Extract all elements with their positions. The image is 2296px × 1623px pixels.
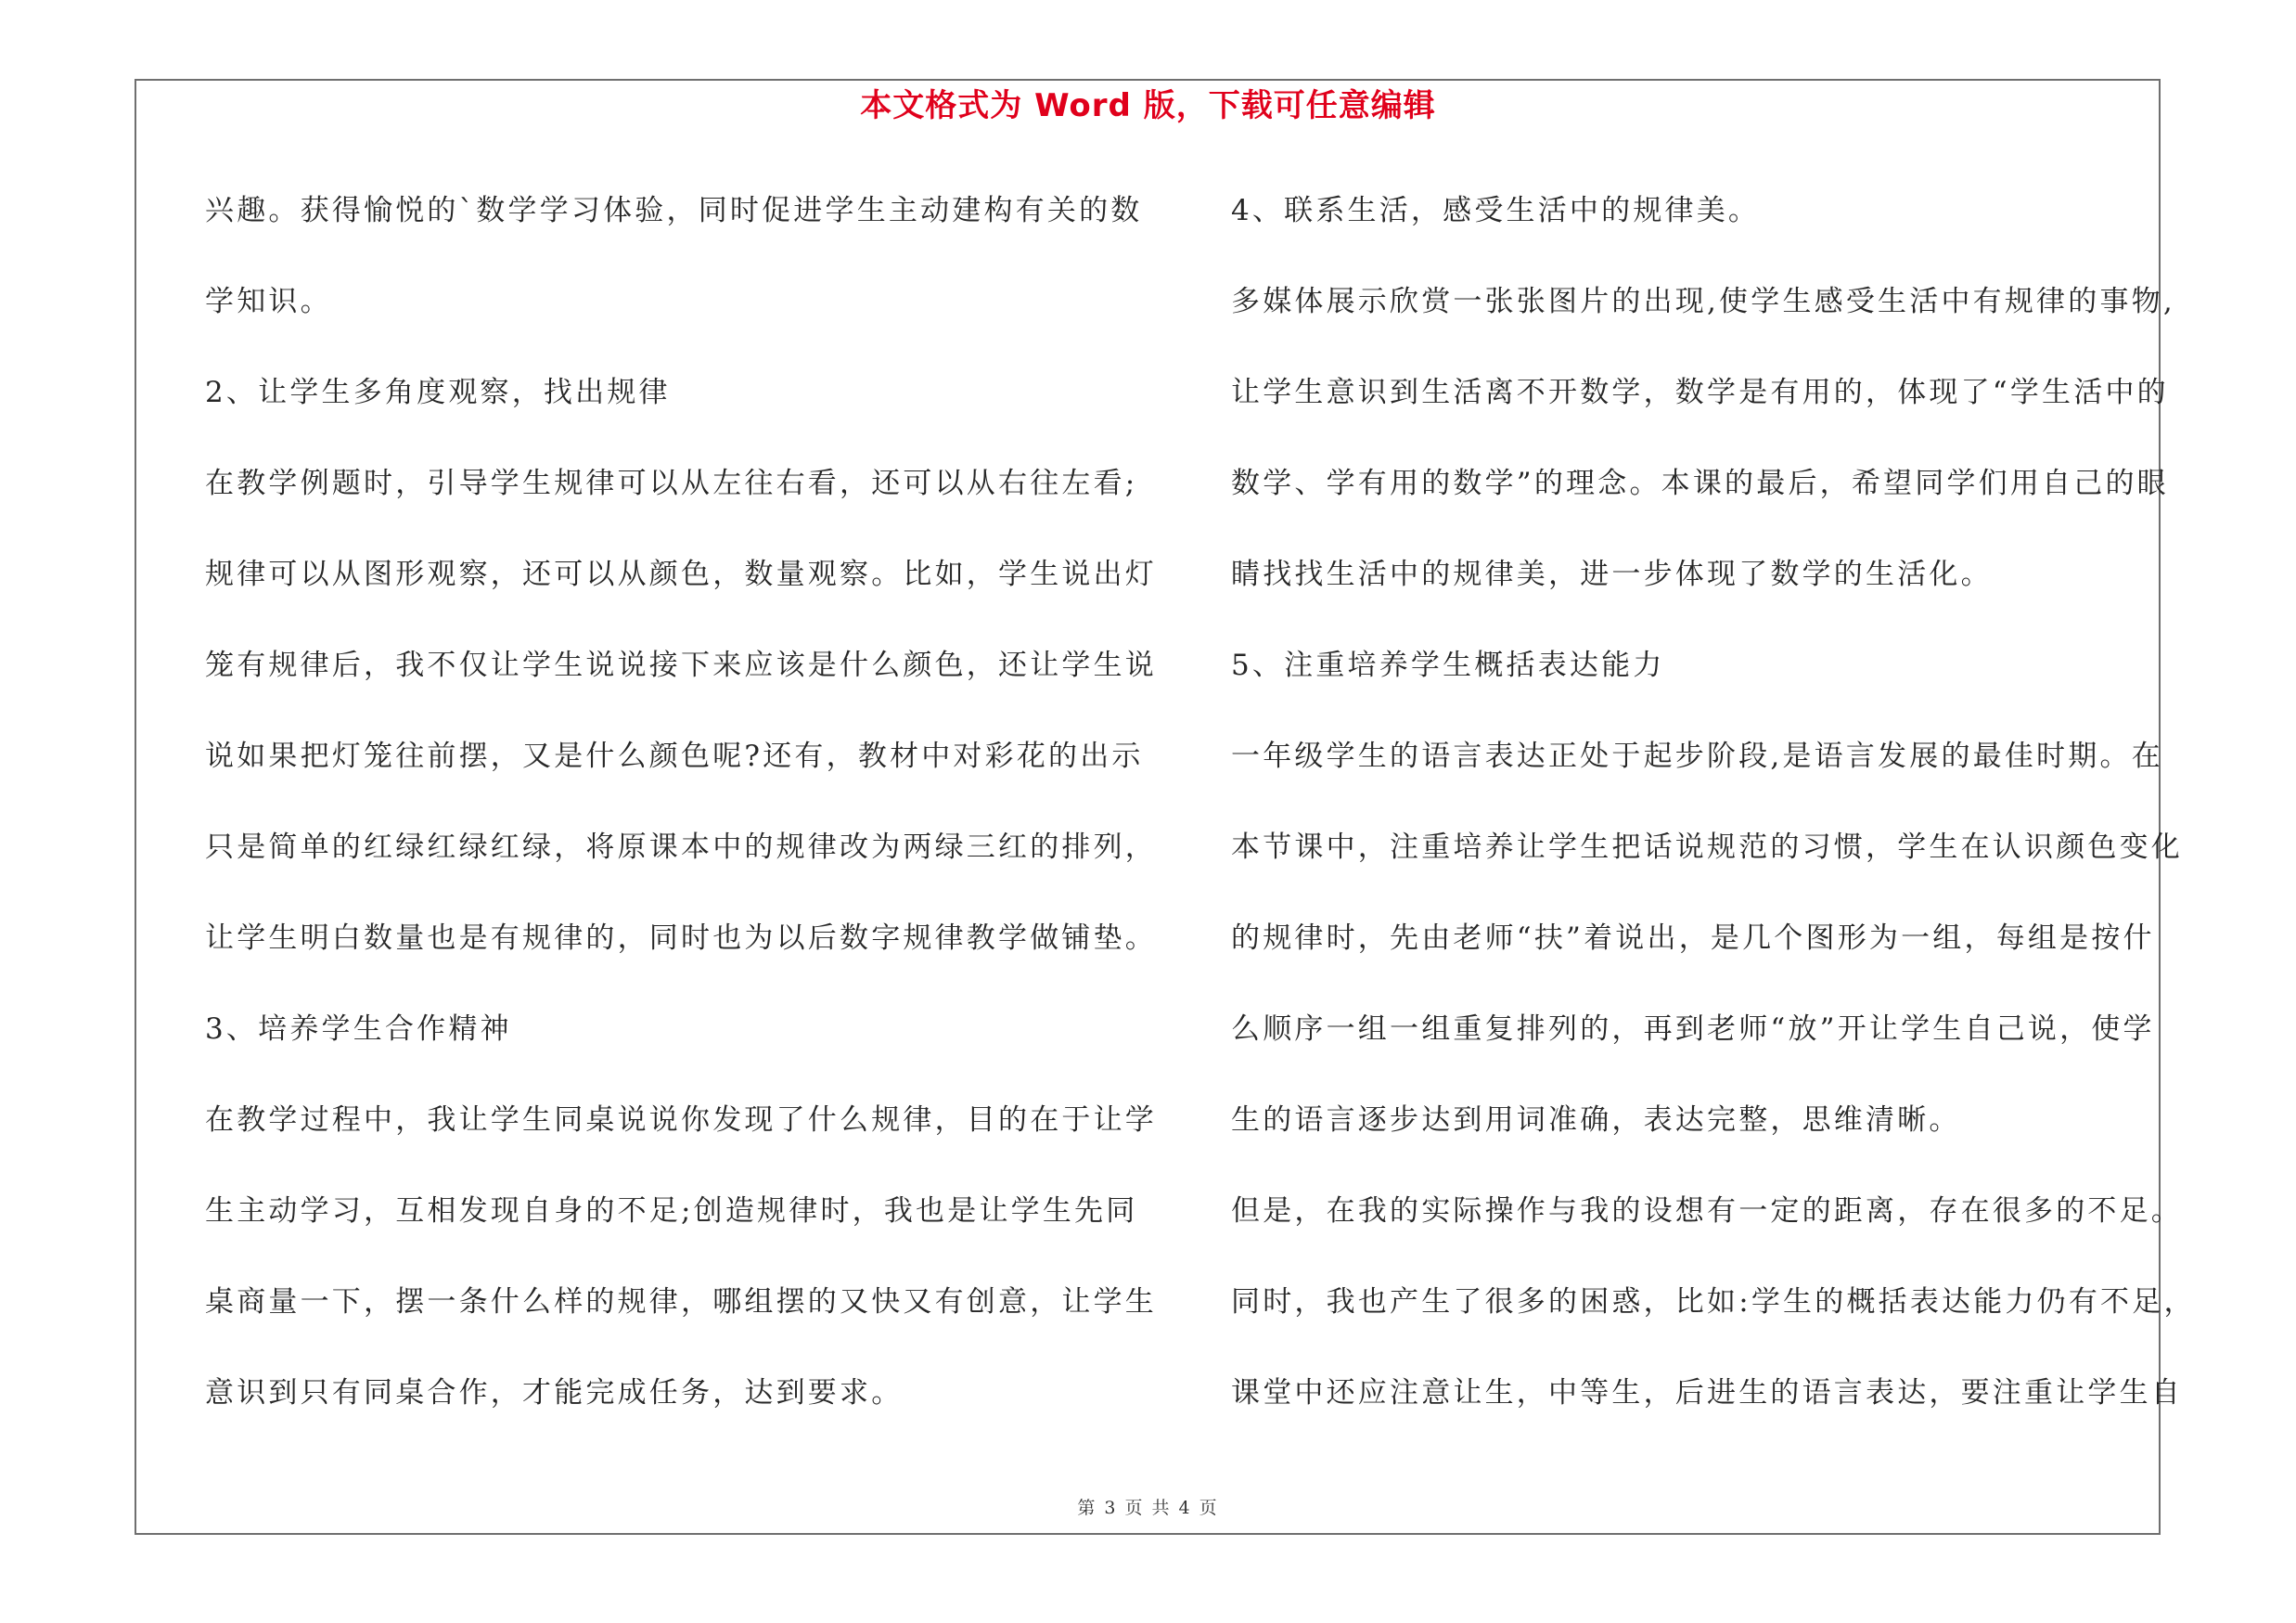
text-line: 让学生意识到生活离不开数学，数学是有用的，体现了“学生活中的 <box>1231 376 2169 409</box>
text-line: 笼有规律后，我不仅让学生说说接下来应该是什么颜色，还让学生说 <box>205 649 1157 682</box>
right-column <box>1231 182 2196 1455</box>
text-line: 生主动学习，互相发现自身的不足;创造规律时，我也是让学生先同 <box>205 1194 1138 1228</box>
text-line: 多媒体展示欣赏一张张图片的出现,使学生感受生活中有规律的事物, <box>1231 285 2175 318</box>
text-line: 么顺序一组一组重复排列的，再到老师“放”开让学生自己说，使学 <box>1231 1012 2155 1046</box>
page-number: 第 3 页 共 4 页 <box>1077 1498 1219 1518</box>
text-line: 在教学过程中，我让学生同桌说说你发现了什么规律，目的在于让学 <box>205 1103 1157 1137</box>
left-column <box>205 182 1170 1455</box>
section-heading: 3、培养学生合作精神 <box>205 1012 512 1046</box>
text-line: 说如果把灯笼往前摆，又是什么颜色呢?还有，教材中对彩花的出示 <box>205 740 1144 773</box>
section-heading: 4、联系生活，感受生活中的规律美。 <box>1231 194 1761 227</box>
text-line: 数学、学有用的数学”的理念。本课的最后，希望同学们用自己的眼 <box>1231 467 2169 500</box>
text-line: 规律可以从图形观察，还可以从颜色，数量观察。比如，学生说出灯 <box>205 558 1157 591</box>
text-line: 只是简单的红绿红绿红绿，将原课本中的规律改为两绿三红的排列， <box>205 831 1157 864</box>
text-line: 学知识。 <box>205 285 332 318</box>
text-line: 让学生明白数量也是有规律的，同时也为以后数字规律教学做铺垫。 <box>205 921 1157 955</box>
text-line: 在教学例题时，引导学生规律可以从左往右看，还可以从右往左看; <box>205 467 1138 500</box>
header-banner: 本文格式为 Word 版，下载可任意编辑 <box>860 87 1436 124</box>
text-line: 的规律时，先由老师“扶”着说出，是几个图形为一组，每组是按什 <box>1231 921 2155 955</box>
text-line: 同时，我也产生了很多的困惑，比如:学生的概括表达能力仍有不足， <box>1231 1285 2196 1319</box>
text-line: 一年级学生的语言表达正处于起步阶段,是语言发展的最佳时期。在 <box>1231 740 2163 773</box>
text-line: 意识到只有同桌合作，才能完成任务，达到要求。 <box>205 1376 904 1410</box>
text-line: 但是，在我的实际操作与我的设想有一定的距离，存在很多的不足。 <box>1231 1194 2183 1228</box>
text-line: 生的语言逐步达到用词准确，表达完整，思维清晰。 <box>1231 1103 1961 1137</box>
text-line: 本节课中，注重培养让学生把话说规范的习惯，学生在认识颜色变化 <box>1231 831 2183 864</box>
section-heading: 2、让学生多角度观察，找出规律 <box>205 376 671 409</box>
text-line: 兴趣。获得愉悦的`数学学习体验，同时促进学生主动建构有关的数 <box>205 194 1143 227</box>
text-line: 睛找找生活中的规律美，进一步体现了数学的生活化。 <box>1231 558 1993 591</box>
text-line: 桌商量一下，摆一条什么样的规律，哪组摆的又快又有创意，让学生 <box>205 1285 1157 1319</box>
text-line: 课堂中还应注意让生，中等生，后进生的语言表达，要注重让学生自 <box>1231 1376 2183 1410</box>
section-heading: 5、注重培养学生概括表达能力 <box>1231 649 1665 682</box>
